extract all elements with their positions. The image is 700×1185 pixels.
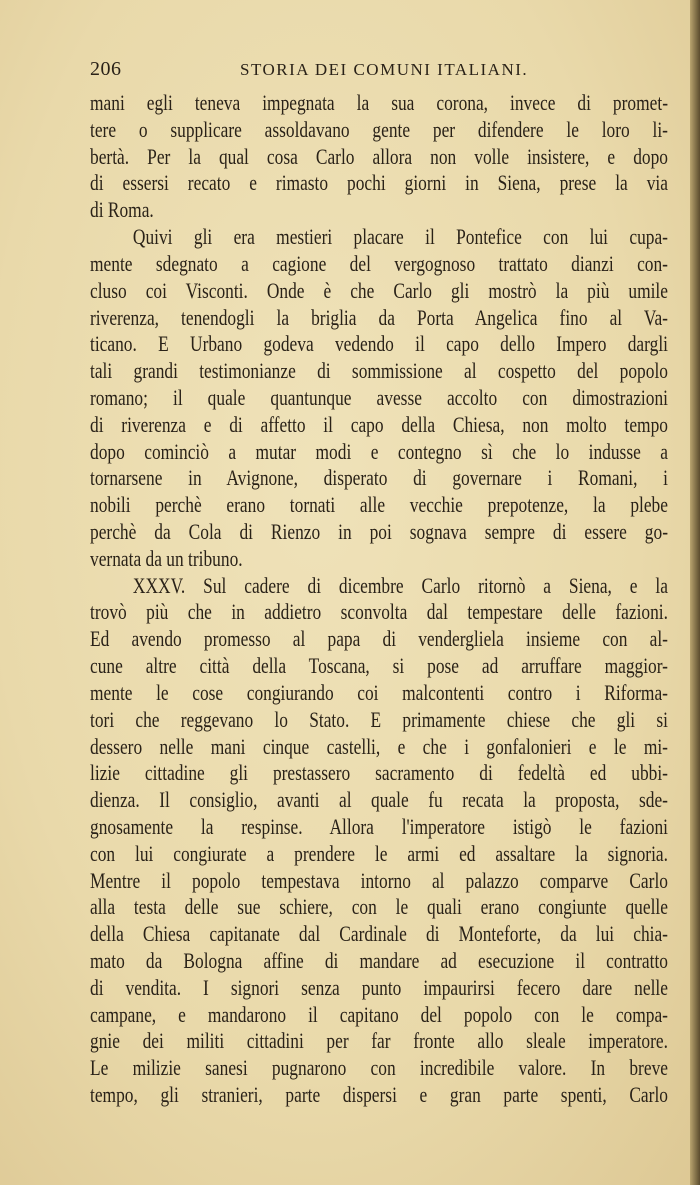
text-line: Le milizie sanesi pugnarono con incredibile valore. In breve xyxy=(90,1055,668,1081)
text-line: di vendita. I signori senza punto impaurirsi fecero dare nelle xyxy=(90,974,668,1000)
body-text xyxy=(90,90,668,1109)
text-line: Ed avendo promesso al papa di vendergliela insieme con al- xyxy=(90,626,668,652)
text-line: cune altre città della Toscana, si pose ad arruffare maggior- xyxy=(90,653,668,679)
text-line: trovò più che in addietro sconvolta dal tempestare delle fazioni. xyxy=(90,599,668,625)
text-line: mente le cose congiurando coi malcontenti contro i Riforma- xyxy=(90,679,668,705)
text-line: mani egli teneva impegnata la sua corona, invece di promet- xyxy=(90,90,668,115)
text-line: tere o supplicare assoldavano gente per difendere le loro li- xyxy=(90,116,668,142)
text-line: di essersi recato e rimasto pochi giorni in Siena, prese la via xyxy=(90,170,668,196)
text-line: gnie dei militi cittadini per far fronte allo sleale imperatore. xyxy=(90,1028,668,1054)
text-line: alla testa delle sue schiere, con le quali erano congiunte quelle xyxy=(90,894,668,920)
text-line: campane, e mandarono il capitano del popolo con le compa- xyxy=(90,1001,668,1027)
running-title: STORIA DEI COMUNI ITALIANI. xyxy=(240,60,529,79)
text-line: cluso coi Visconti. Onde è che Carlo gli mostrò la più umile xyxy=(90,277,668,303)
text-line: lizie cittadine gli prestassero sacramento di fedeltà ed ubbi- xyxy=(90,760,668,786)
text-line: romano; il quale quantunque avesse accolto con dimostrazioni xyxy=(90,384,668,410)
page-number: 206 xyxy=(90,58,122,80)
text-line: tempo, gli stranieri, parte dispersi e gran parte spenti, Carlo xyxy=(90,1082,668,1108)
text-line: con lui congiurate a prendere le armi ed assaltare la signoria. xyxy=(90,840,668,866)
text-line: dessero nelle mani cinque castelli, e che i gonfalonieri e le mi- xyxy=(90,733,668,759)
text-line: mente sdegnato a cagione del vergognoso trattato dianzi con- xyxy=(90,250,668,276)
text-line: riverenza, tenendogli la briglia da Porta Angelica fino al Va- xyxy=(90,304,668,330)
page-edge-shadow xyxy=(690,0,700,1185)
page-header xyxy=(90,58,650,88)
text-line: mato da Bologna affine di mandare ad esecuzione il contratto xyxy=(90,948,668,973)
text-line: dienza. Il consiglio, avanti al quale fu recata la proposta, sde- xyxy=(90,787,668,813)
text-line: di Roma. xyxy=(90,197,154,223)
text-line: della Chiesa capitanate dal Cardinale di Monteforte, da lui chia- xyxy=(90,921,668,947)
text-line: nobili perchè erano tornati alle vecchie prepotenze, la plebe xyxy=(90,492,668,518)
text-line: di riverenza e di affetto il capo della Chiesa, non molto tempo xyxy=(90,411,668,437)
text-line: tori che reggevano lo Stato. E primamente chiese che gli si xyxy=(90,706,668,732)
text-line: bertà. Per la qual cosa Carlo allora non volle insistere, e dopo xyxy=(90,143,668,169)
text-line: vernata da un tribuno. xyxy=(90,545,243,571)
text-line: perchè da Cola di Rienzo in poi sognava sempre di essere go- xyxy=(90,519,668,544)
text-line: dopo cominciò a mutar modi e contegno sì che lo indusse a xyxy=(90,438,668,464)
text-line: tali grandi testimonianze di sommissione al cospetto del popolo xyxy=(90,358,668,384)
text-line: gnosamente la respinse. Allora l'imperatore istigò le fazioni xyxy=(90,813,668,839)
text-line: ticano. E Urbano godeva vedendo il capo dello Impero dargli xyxy=(90,331,668,357)
text-line: tornarsene in Avignone, disperato di governare i Romani, i xyxy=(90,465,668,491)
text-line: Quivi gli era mestieri placare il Pontefice con lui cupa- xyxy=(132,224,668,250)
text-line: XXXV. Sul cadere di dicembre Carlo ritornò a Siena, e la xyxy=(132,572,668,598)
text-line: Mentre il popolo tempestava intorno al palazzo comparve Carlo xyxy=(90,867,668,893)
